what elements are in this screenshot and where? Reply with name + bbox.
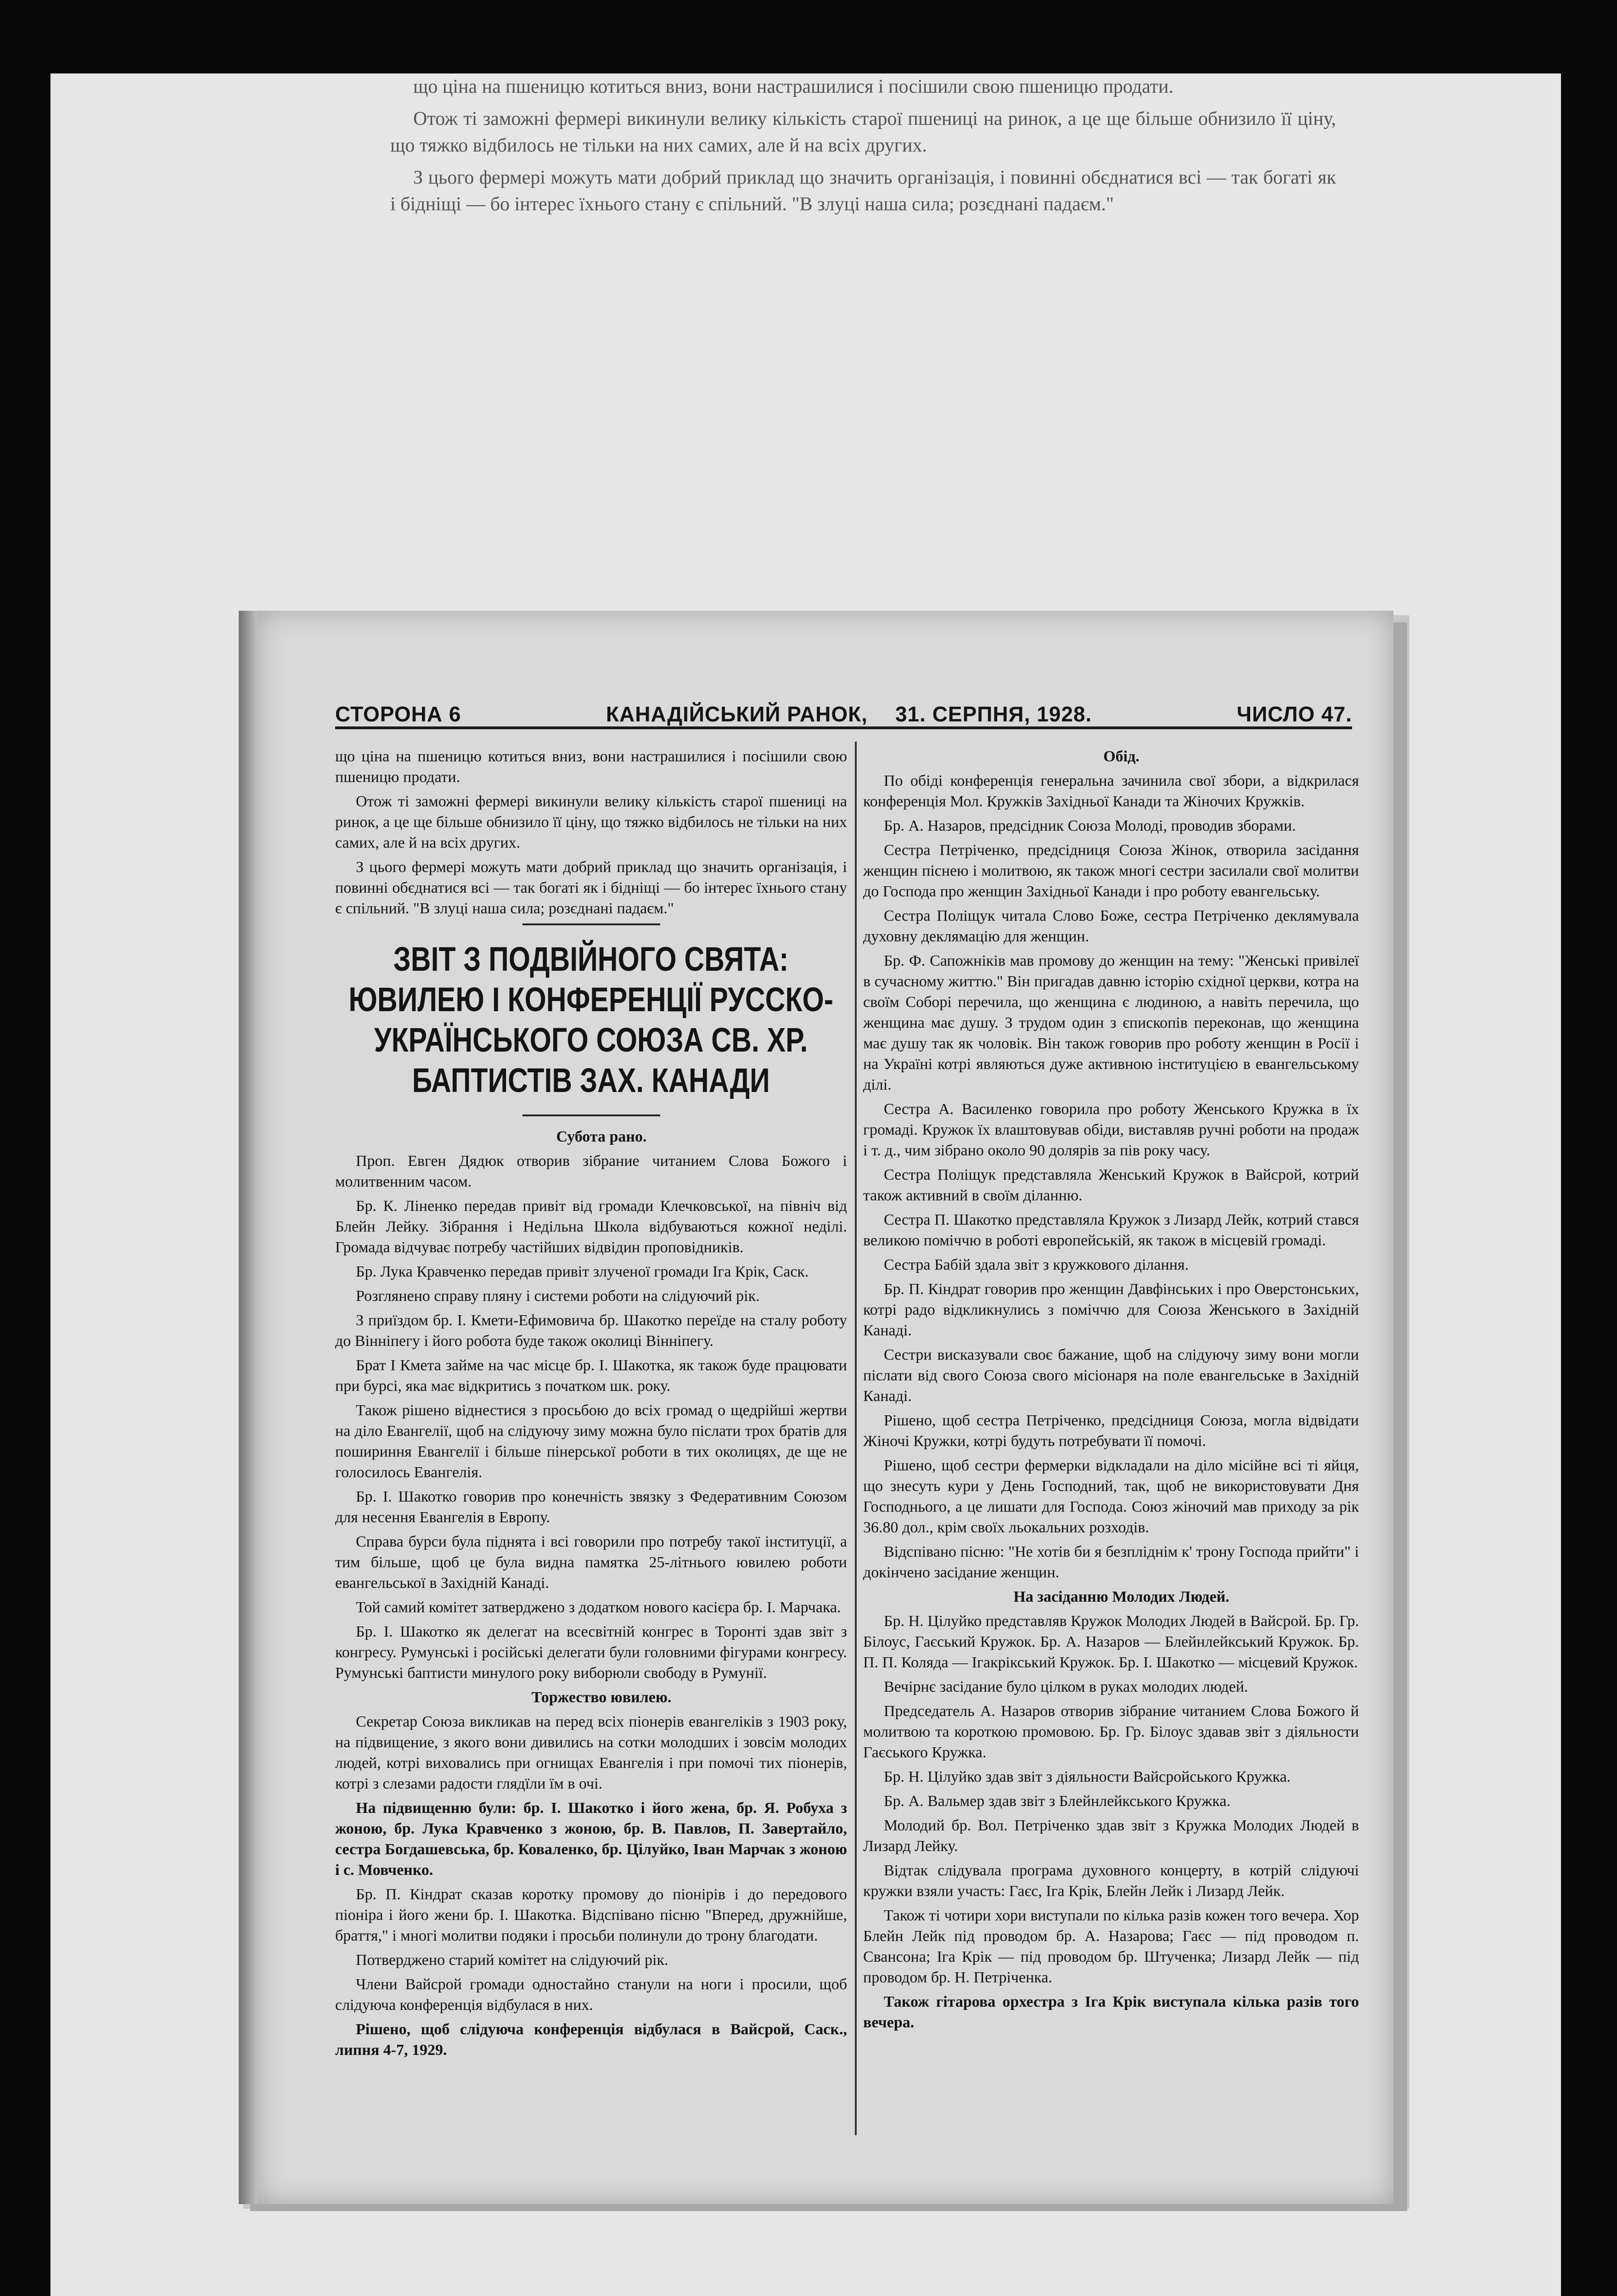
paragraph: що ціна на пшеницю котиться вниз, вони настрашилися і посішили свою пшеницю продати. [335, 748, 847, 786]
paragraph: Відтак слідувала програма духовного концерту, в котрій слідуючі кружки взяли участь: Гаєс, Іга Крік, Блейн Лейк і Лизард Лейк. [863, 1862, 1359, 1900]
paragraph: Бр. Лука Кравченко передав привіт злученої громади Іга Крік, Саск. [356, 1263, 809, 1280]
masthead-center [606, 702, 1092, 726]
paragraph: Також гітарова орхестра з Іга Крік виступала кілька разів того вечера. [863, 1993, 1359, 2031]
paragraph: Брат І Кмета займе на час місце бр. І. Шакотка, як також буде працювати при бурсі, яка має відкритись з початком шк. року. [335, 1357, 847, 1395]
separator-rule [522, 923, 660, 925]
newspaper-page [257, 611, 1393, 2204]
paragraph: Председатель А. Назаров отворив зібрание читанием Слова Божого й молитвою та короткою промовою. Бр. Гр. Білоус здавав звіт з діяльности Гаєського Кружка. [863, 1703, 1359, 1761]
paragraph: На підвищенню були: бр. І. Шакотко і його жена, бр. Я. Робуха з жоною, бр. Лука Кравченко з жоною, бр. В. Павлов, П. Завертайло, сестра Богдашевська, бр. Коваленко, бр. Цілуйко, Іван Марчак з жоною і с. Мовченко. [335, 1800, 847, 1879]
article-headline: ЗВІТ З ПОДВІЙНОГО СВЯТА: ЮВИЛЕЮ І КОНФЕРЕНЦІЇ РУССКО-УКРАЇНСЬКОГО СОЮЗА СВ. ХР. БАПТИСТІВ ЗАХ. КАНАДИ [348, 940, 834, 1099]
paragraph: Відспівано пісню: "Не хотів би я безпліднім к' трону Господа прийти" і докінчено засідание женщин. [863, 1543, 1359, 1581]
paper-title: КАНАДІЙСЬКИЙ РАНОК, [606, 702, 868, 726]
page-shadow [239, 611, 257, 2204]
paragraph: Бр. А. Вальмер здав звіт з Блейнлейкського Кружка. [884, 1793, 1231, 1810]
paragraph: Члени Вайсрой громади одностайно станули на ноги і просили, щоб слідуюча конференція відбулася в них. [335, 1976, 847, 2014]
paragraph: Вечірнє засідание було цілком в руках молодих людей. [884, 1678, 1248, 1695]
column-rule [855, 742, 857, 2135]
paragraph: По обіді конференція генеральна зачинила свої збори, а відкрилася конференція Мол. Кружків Західньої Канади та Жіночих Кружків. [863, 772, 1359, 810]
paragraph: Рішено, щоб сестра Петріченко, предсідниця Союза, могла відвідати Жіночі Кружки, котрі будуть потребувати її помочі. [863, 1412, 1359, 1450]
paragraph: Справа бурси була піднята і всі говорили про потребу такої інституції, а тим більше, щоб це була видна памятка 25-літнього ювилею роботи евангельської в Західній Канаді. [335, 1533, 847, 1592]
paragraph: Також ті чотири хори виступали по кілька разів кожен того вечера. Хор Блейн Лейк під проводом бр. А. Назарова; Гаєс — під проводом п. Свансона; Іга Крік — під проводом бр. Штученка; Лизард Лейк — під проводом бр. Н. Петріченка. [863, 1907, 1359, 1986]
paragraph: З приїздом бр. І. Кмети-Ефимовича бр. Шакотко переїде на сталу роботу до Вінніпегу і його робота буде також околиці Вінніпегу. [335, 1312, 847, 1350]
paragraph: Бр. А. Назаров, предсідник Союза Молоді, проводив зборами. [884, 817, 1296, 834]
paragraph: Бр. П. Кіндрат сказав коротку промову до піонірів і до передового піоніра і його жени бр. І. Шакотка. Відспівано пісню "Вперед, дружнійше, браття," і многі молитви подяки і просьби полинули до трону благодати. [335, 1886, 847, 1944]
separator-rule [522, 1114, 660, 1116]
paragraph: Бр. Ф. Сапожніків мав промову до женщин на тему: "Женські привілеї в сучасному життю." Він пригадав давню історію східної церкви, котра на своїм Соборі перечила, що женщина є людиною, а навіть перечила, що женщина має душу. З трудом один з єпископів переконав, що женщина має душу так як чоловік. Він також говорив про роботу женщин в Росії і на Україні котрі являються дуже активною інституцією в евангельському ділі. [863, 952, 1359, 1093]
masthead [335, 694, 1352, 729]
left-column [335, 746, 847, 2064]
underlying-paragraph: З цього фермері можуть мати добрий приклад що значить організація, і повинні обєднатися всі — так богаті як і бідніщі — бо інтерес їхнього стану є спільний. "В злуці наша сила; розєднані падаєм." [390, 167, 1336, 215]
paragraph: Секретар Союза викликав на перед всіх піонерів евангеліків з 1903 року, на підвищение, з якого вони дивились на сотки молодших і зовсім молодих людей, котрі виховались при огнищах Евангелія і при помочі тих піонерів, котрі з слезами радости глядїли їм в очі. [335, 1713, 847, 1792]
paragraph: Той самий комітет затверджено з додатком нового касієра бр. І. Марчака. [356, 1599, 841, 1616]
paragraph: Сестра Поліщук представляла Женський Кружок в Вайсрой, котрий також активний в своїм діланню. [863, 1166, 1359, 1204]
paragraph: Бр. К. Ліненко передав привіт від громади Клечковської, на північ від Блейн Лейку. Зібрання і Недільна Школа відбуваються кожної неділі. Громада відчуває потребу частійших відвідин проповідників. [335, 1198, 847, 1256]
subheading: Обід. [1103, 748, 1140, 765]
paragraph: Бр. І. Шакотко як делегат на всесвітній конгрес в Торонті здав звіт з конгресу. Румунські і російські делегати були головними фігурами конгресу. Румунські баптисти минулого року виборюли свободу в Румунії. [335, 1623, 847, 1682]
paragraph: Сестра П. Шакотко представляла Кружок з Лизард Лейк, котрий стався великою поміччю в роботі европейській, як також в місцевій громаді. [863, 1211, 1359, 1249]
paragraph: Розглянено справу пляну і системи роботи на слідуючий рік. [356, 1288, 760, 1305]
issue-date: 31. СЕРПНЯ, 1928. [895, 702, 1092, 726]
paragraph: Бр. П. Кіндрат говорив про женщин Давфінських і про Оверстонських, котрі радо відкликнулись з поміччю для Союза Женського в Західній Канаді. [863, 1281, 1359, 1339]
paragraph: Сестра Поліщук читала Слово Боже, сестра Петріченко деклямувала духовну деклямацію для женщин. [863, 907, 1359, 945]
paragraph: Сестра Петріченко, предсідниця Союза Жінок, отворила засідання женщин піснею і молитвою, як також многі сестри засилали свої молитви до Господа про женщин Західньої Канади і про роботу евангельську. [863, 842, 1359, 900]
paragraph: Бр. І. Шакотко говорив про конечність звязку з Федеративним Союзом для несення Евангелія в Европу. [335, 1488, 847, 1526]
issue-number: ЧИСЛО 47. [1236, 702, 1352, 726]
paragraph: Молодий бр. Вол. Петріченко здав звіт з Кружка Молодих Людей в Лизард Лейку. [863, 1817, 1359, 1855]
paragraph: Рішено, щоб сестри фермерки відкладали на діло місійне всі ті яйця, що знесуть кури у День Господний, так, щоб не використовувати Дня Господнього, а це лишати для Господа. Союз жіночий мав приходу за рік 36.80 дол., крім своїх льокальних розходів. [863, 1457, 1359, 1536]
underlying-page-text [390, 73, 1336, 223]
paragraph: Бр. Н. Цілуйко представляв Кружок Молодих Людей в Вайсрой. Бр. Гр. Білоус, Гаєський Кружок. Бр. А. Назаров — Блейнлейкський Кружок. Бр. П. П. Коляда — Ігакрікський Кружок. Бр. І. Шакотко — місцевий Кружок. [863, 1613, 1359, 1671]
right-column [863, 746, 1359, 2037]
paragraph: Також рішено віднестися з просьбою до всіх громад о щедрійші жертви на діло Евангелії, щоб на слідуючу зиму можна було післати трох братів для пошириння Евангелії і більше пінерської роботи в тих околицях, де ще не голосилось Евангелія. [335, 1402, 847, 1481]
paragraph: Сестра Бабій здала звіт з кружкового ділання. [884, 1256, 1189, 1273]
subheading: На засіданню Молодих Людей. [1013, 1588, 1230, 1605]
subheading: Субота рано. [556, 1128, 647, 1145]
paragraph: Сестра А. Василенко говорила про роботу Женського Кружка в їх громаді. Кружок їх влаштовував обіди, виставляв ручні роботи на продаж і т. д., чим зібрано около 90 долярів за пів року часу. [863, 1101, 1359, 1159]
paragraph: З цього фермері можуть мати добрий приклад що значить організація, і повинні обєднатися всі — так богаті як і бідніщі — бо інтерес їхнього стану є спільний. "В злуці наша сила; розєднані падаєм." [335, 859, 847, 917]
paragraph: Сестри висказували своє бажание, щоб на слідуючу зиму вони могли післати від свого Союза свого місіонаря на поле евангельське в Західній Канаді. [863, 1346, 1359, 1405]
paragraph: Отож ті заможні фермері викинули велику кількість старої пшениці на ринок, а це ще більше обнизило її ціну, що тяжко відбилось не тільки на них самих, але й на всіх других. [335, 793, 847, 851]
underlying-paragraph: що ціна на пшеницю котиться вниз, вони настрашилися і посішили свою пшеницю продати. [413, 76, 1173, 97]
paragraph: Бр. Н. Цілуйко здав звіт з діяльности Вайсройського Кружка. [884, 1768, 1291, 1785]
paragraph: Проп. Евген Дядюк отворив зібрание читанием Слова Божого і молитвенним часом. [335, 1153, 847, 1190]
page-number: СТОРОНА 6 [335, 702, 461, 726]
paragraph: Рішено, щоб слідуюча конференція відбулася в Вайсрой, Саск., липня 4-7, 1929. [335, 2021, 847, 2059]
subheading: Торжество ювилею. [531, 1689, 672, 1706]
paragraph: Потверджено старий комітет на слідуючий рік. [356, 1952, 668, 1969]
underlying-paragraph: Отож ті заможні фермері викинули велику кількість старої пшениці на ринок, а це ще більше обнизило її ціну, що тяжко відбилось не тільки на них самих, але й на всіх других. [390, 108, 1336, 156]
